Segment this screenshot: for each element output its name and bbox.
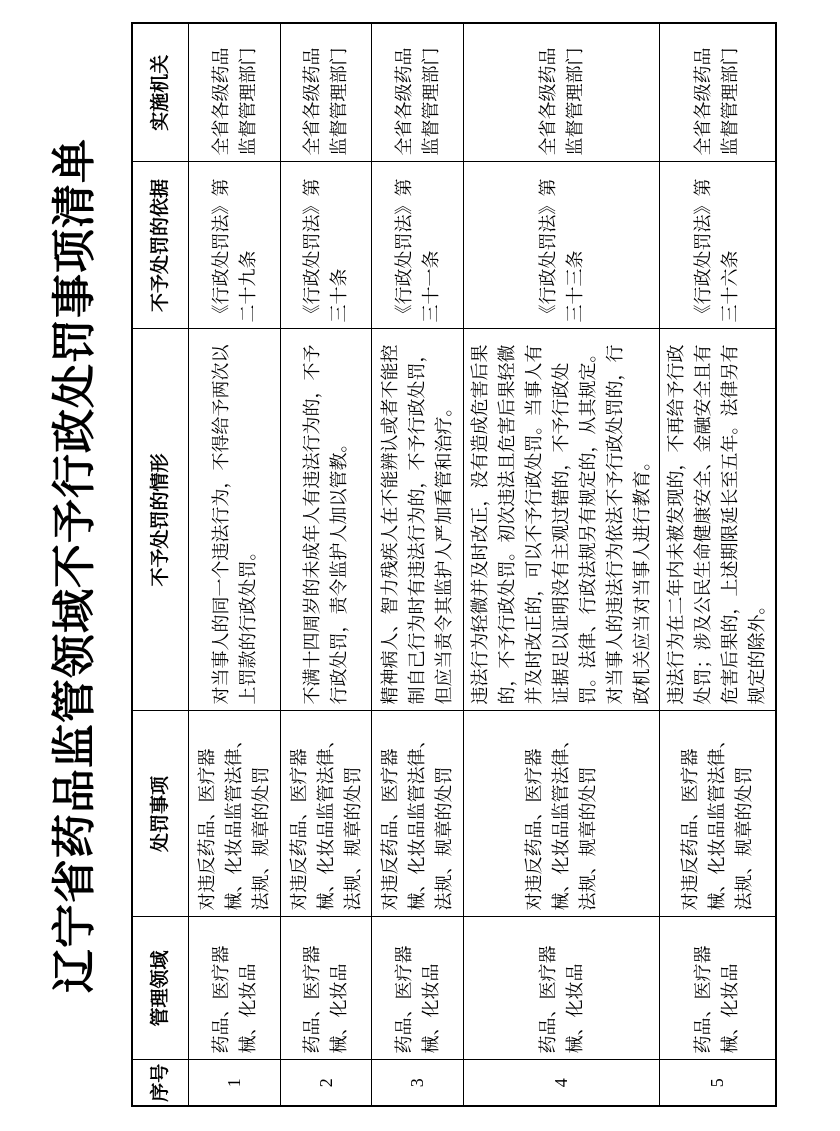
col-header-serial-no: 序号 (132, 1060, 189, 1106)
header-row (132, 23, 189, 1106)
cell-basis: 《行政处罚法》第三十三条 (464, 162, 660, 329)
cell-circumstance: 违法行为轻微并及时改正，没有造成危害后果的，不予行政处罚。初次违法且危害后果轻微并及时改正的，可以不予行政处罚。当事人有证据足以证明没有主观过错的，不予行政处罚。法律、行政法规另有规定的，从其规定。对当事人的违法行为依法不予行政处罚的，行政机关应当对当事人进行教育。 (464, 329, 660, 711)
cell-serial-no: 3 (372, 1060, 464, 1106)
cell-basis: 《行政处罚法》第二十九条 (189, 162, 281, 329)
cell-item: 对违反药品、医疗器械、化妆品监管法律、法规、规章的处罚 (464, 711, 660, 917)
cell-serial-no: 5 (660, 1060, 776, 1106)
cell-field: 药品、医疗器械、化妆品 (464, 917, 660, 1060)
col-header-agency: 实施机关 (132, 23, 189, 162)
cell-serial-no: 2 (281, 1060, 372, 1106)
table-row (189, 23, 281, 1106)
cell-serial-no: 1 (189, 1060, 281, 1106)
cell-field: 药品、医疗器械、化妆品 (372, 917, 464, 1060)
table-row (372, 23, 464, 1106)
cell-basis: 《行政处罚法》第三十一条 (372, 162, 464, 329)
cell-field: 药品、医疗器械、化妆品 (189, 917, 281, 1060)
cell-field: 药品、医疗器械、化妆品 (660, 917, 776, 1060)
cell-item: 对违反药品、医疗器械、化妆品监管法律、法规、规章的处罚 (189, 711, 281, 917)
table-row (660, 23, 776, 1106)
cell-circumstance: 违法行为在二年内未被发现的，不再给予行政处罚；涉及公民生命健康安全、金融安全且有危害后果的，上述期限延长至五年。法律另有规定的除外。 (660, 329, 776, 711)
col-header-item: 处罚事项 (132, 711, 189, 917)
cell-field: 药品、医疗器械、化妆品 (281, 917, 372, 1060)
col-header-field: 管理领域 (132, 917, 189, 1060)
cell-item: 对违反药品、医疗器械、化妆品监管法律、法规、规章的处罚 (372, 711, 464, 917)
document-title: 辽宁省药品监管领域不予行政处罚事项清单 (50, 138, 99, 993)
cell-agency: 全省各级药品监督管理部门 (464, 23, 660, 162)
cell-serial-no: 4 (464, 1060, 660, 1106)
cell-item: 对违反药品、医疗器械、化妆品监管法律、法规、规章的处罚 (281, 711, 372, 917)
cell-agency: 全省各级药品监督管理部门 (660, 23, 776, 162)
cell-circumstance: 对当事人的同一个违法行为，不得给予两次以上罚款的行政处罚。 (189, 329, 281, 711)
table-row (464, 23, 660, 1106)
col-header-basis: 不予处罚的依据 (132, 162, 189, 329)
cell-agency: 全省各级药品监督管理部门 (281, 23, 372, 162)
col-header-circumstance: 不予处罚的情形 (132, 329, 189, 711)
cell-circumstance: 精神病人、智力残疾人在不能辨认或者不能控制自己行为时有违法行为的，不予行政处罚，但应当责令其监护人严加看管和治疗。 (372, 329, 464, 711)
cell-item: 对违反药品、医疗器械、化妆品监管法律、法规、规章的处罚 (660, 711, 776, 917)
cell-basis: 《行政处罚法》第三十条 (281, 162, 372, 329)
cell-basis: 《行政处罚法》第三十六条 (660, 162, 776, 329)
cell-circumstance: 不满十四周岁的未成年人有违法行为的，不予行政处罚，责令监护人加以管教。 (281, 329, 372, 711)
exemption-list-table (131, 22, 777, 1107)
table-row (281, 23, 372, 1106)
cell-agency: 全省各级药品监督管理部门 (372, 23, 464, 162)
cell-agency: 全省各级药品监督管理部门 (189, 23, 281, 162)
